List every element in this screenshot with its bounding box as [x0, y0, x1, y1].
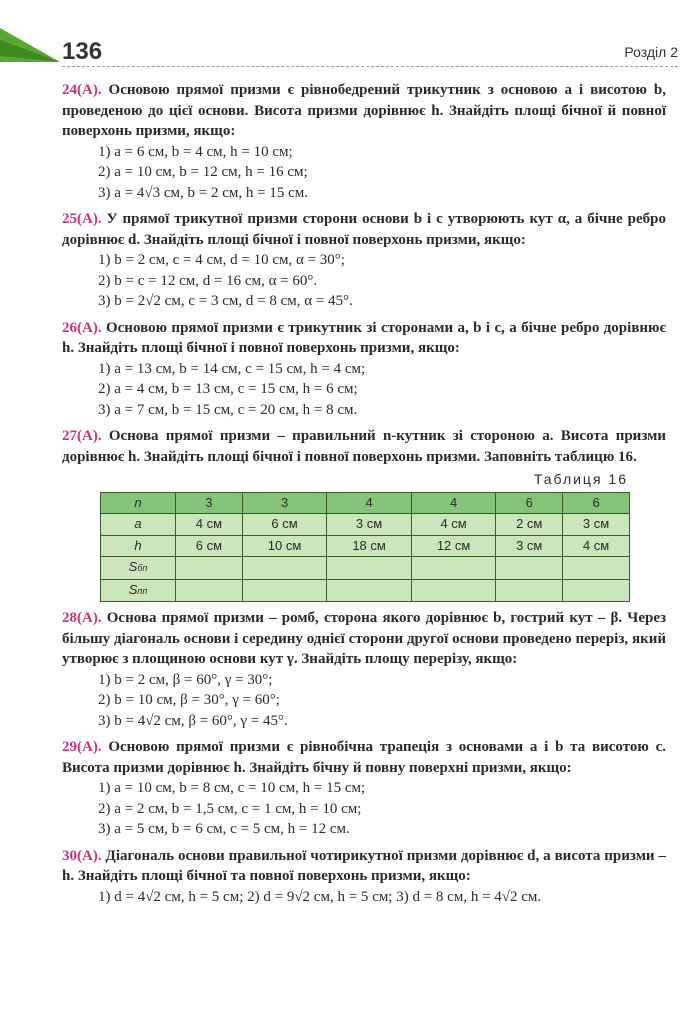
problem-text: Основою прямої призми є трикутник зі сторонами a, b і c, а бічне ребро дорівнює h. Знайдіть площі бічної і повної поверхонь призми, якщо:: [62, 319, 667, 356]
problem-27: [62, 426, 666, 602]
problem-item: 1) a = 13 см, b = 14 см, c = 15 см, h = 4 см;: [98, 360, 366, 377]
problem-statement: [62, 318, 666, 359]
table-cell: 12 см: [411, 535, 496, 557]
table-cell: 4 см: [176, 514, 243, 536]
problem-item: 2) b = c = 12 см, d = 16 см, α = 60°.: [98, 272, 318, 289]
table-cell: 6 см: [242, 514, 327, 536]
problem-number: 24(А).: [62, 82, 102, 98]
table-cell: 4: [411, 492, 496, 514]
table-cell: [496, 579, 563, 602]
header-divider: [62, 66, 678, 67]
problem-statement: [62, 737, 666, 778]
problem-item: 3) a = 5 см, b = 6 см, c = 5 см, h = 12 см.: [98, 821, 350, 837]
problem-item: 1) b = 2 см, c = 4 см, d = 10 см, α = 30°;: [98, 252, 345, 268]
problem-item: 3) a = 4√3 см, b = 2 см, h = 15 см.: [98, 184, 308, 201]
problem-text: Основа прямої призми – правильний n-кутник зі стороною a. Висота призми дорівнює h. Знайдіть площі бічної і повної поверхонь призми. Заповніть таблицю 16.: [62, 428, 666, 465]
problem-statement: [62, 846, 666, 887]
problem-26: [62, 318, 666, 421]
problem-item: 2) a = 10 см, b = 12 см, h = 16 см;: [98, 164, 308, 180]
table-cell: 3 см: [327, 514, 412, 536]
problem-statement: [62, 608, 666, 670]
problem-item: 3) b = 4√2 см, β = 60°, γ = 45°.: [98, 712, 288, 729]
table-cell: 4 см: [411, 514, 496, 536]
row-header: h: [101, 535, 176, 557]
problem-statement: [62, 426, 666, 467]
table-cell: [242, 579, 327, 602]
problem-item: 2) a = 4 см, b = 13 см, c = 15 см, h = 6 см;: [98, 381, 358, 397]
table-row: [101, 492, 630, 514]
table-cell: [411, 579, 496, 602]
problem-number: 30(А).: [62, 847, 102, 864]
table-cell: 4: [327, 492, 412, 514]
row-header: n: [101, 492, 176, 514]
problem-number: 27(А).: [62, 428, 102, 444]
table-cell: 3: [242, 492, 327, 514]
table-cell: 2 см: [496, 514, 563, 536]
problem-text: Основою прямої призми є рівнобедрений трикутник з основою a і висотою b, проведеною до цієї основи. Висота призми дорівнює h. Знайдіть площі бічної й повної поверхонь призми, якщо:: [62, 82, 667, 139]
table-cell: 4 см: [563, 535, 630, 557]
problem-statement: [62, 80, 666, 142]
row-header-s-lateral: Sбп: [101, 557, 176, 580]
page-number: 136: [62, 38, 103, 65]
problem-item: 1) a = 6 см, b = 4 см, h = 10 см;: [98, 143, 293, 160]
problem-statement: [62, 209, 666, 250]
table-cell: 6 см: [176, 535, 243, 557]
problem-25: [62, 209, 666, 312]
table-cell: [176, 579, 243, 602]
problem-text: Діагональ основи правильної чотирикутної призми дорівнює d, а висота призми – h. Знайдіть площі бічної та повної поверхонь призми, якщо:: [62, 847, 666, 884]
table-cell: [176, 557, 243, 580]
section-title: Розділ 2: [624, 44, 678, 60]
row-header: a: [101, 514, 176, 536]
problem-number: 29(А).: [62, 739, 102, 755]
table-cell: 10 см: [242, 535, 327, 557]
page-content: [62, 80, 666, 913]
problem-29: [62, 737, 666, 840]
problem-item: 1) b = 2 см, β = 60°, γ = 30°;: [98, 671, 273, 688]
table-cell: [496, 557, 563, 580]
table-cell: 3 см: [496, 535, 563, 557]
table-cell: [242, 557, 327, 580]
problem-number: 25(А).: [62, 211, 102, 227]
problem-item: 1) a = 10 см, b = 8 см, c = 10 см, h = 15 см;: [98, 780, 366, 796]
table-cell: 3 см: [563, 514, 630, 536]
problem-text: У прямої трикутної призми сторони основи b і c утворюють кут α, а бічне ребро дорівнює d. Знайдіть площі бічної і повної поверхонь призми, якщо:: [62, 211, 666, 248]
problem-item: 3) a = 7 см, b = 15 см, c = 20 см, h = 8 см.: [98, 401, 358, 418]
table-cell: [563, 579, 630, 602]
problem-item: 3) b = 2√2 см, c = 3 см, d = 8 см, α = 45°.: [98, 293, 353, 309]
table-cell: [563, 557, 630, 580]
table-row: [101, 535, 630, 557]
table-caption: Таблиця 16: [533, 471, 628, 487]
problem-item: 2) a = 2 см, b = 1,5 см, c = 1 см, h = 10 см;: [98, 800, 362, 817]
table-row: [101, 579, 630, 602]
problem-item: 2) b = 10 см, β = 30°, γ = 60°;: [98, 692, 280, 708]
table-16: [100, 492, 630, 603]
row-header-s-full: Sпп: [101, 579, 176, 602]
problem-28: [62, 608, 666, 731]
table-cell: 6: [496, 492, 563, 514]
table-row: [101, 557, 630, 580]
problem-30: [62, 846, 666, 908]
problem-number: 26(А).: [62, 319, 102, 336]
table-cell: 6: [563, 492, 630, 514]
table-cell: [327, 557, 412, 580]
problem-item: 1) d = 4√2 см, h = 5 см; 2) d = 9√2 см, h = 5 см; 3) d = 8 см, h = 4√2 см.: [98, 888, 542, 905]
problem-number: 28(А).: [62, 610, 102, 626]
problem-24: [62, 80, 666, 203]
table-row: [101, 514, 630, 536]
table-cell: [411, 557, 496, 580]
table-cell: 18 см: [327, 535, 412, 557]
problem-text: Основа прямої призми – ромб, сторона якого дорівнює b, гострий кут – β. Через більшу діагональ основи і середину однієї сторони другої основи проведено переріз, який утворює з площиною основи кут γ. Знайдіть площу перерізу, якщо:: [62, 610, 667, 667]
corner-decoration: [0, 0, 60, 62]
problem-text: Основою прямої призми є рівнобічна трапеція з основами a і b та висотою c. Висота призми дорівнює h. Знайдіть бічну й повну поверхні призми, якщо:: [62, 739, 666, 776]
table-cell: 3: [176, 492, 243, 514]
table-cell: [327, 579, 412, 602]
